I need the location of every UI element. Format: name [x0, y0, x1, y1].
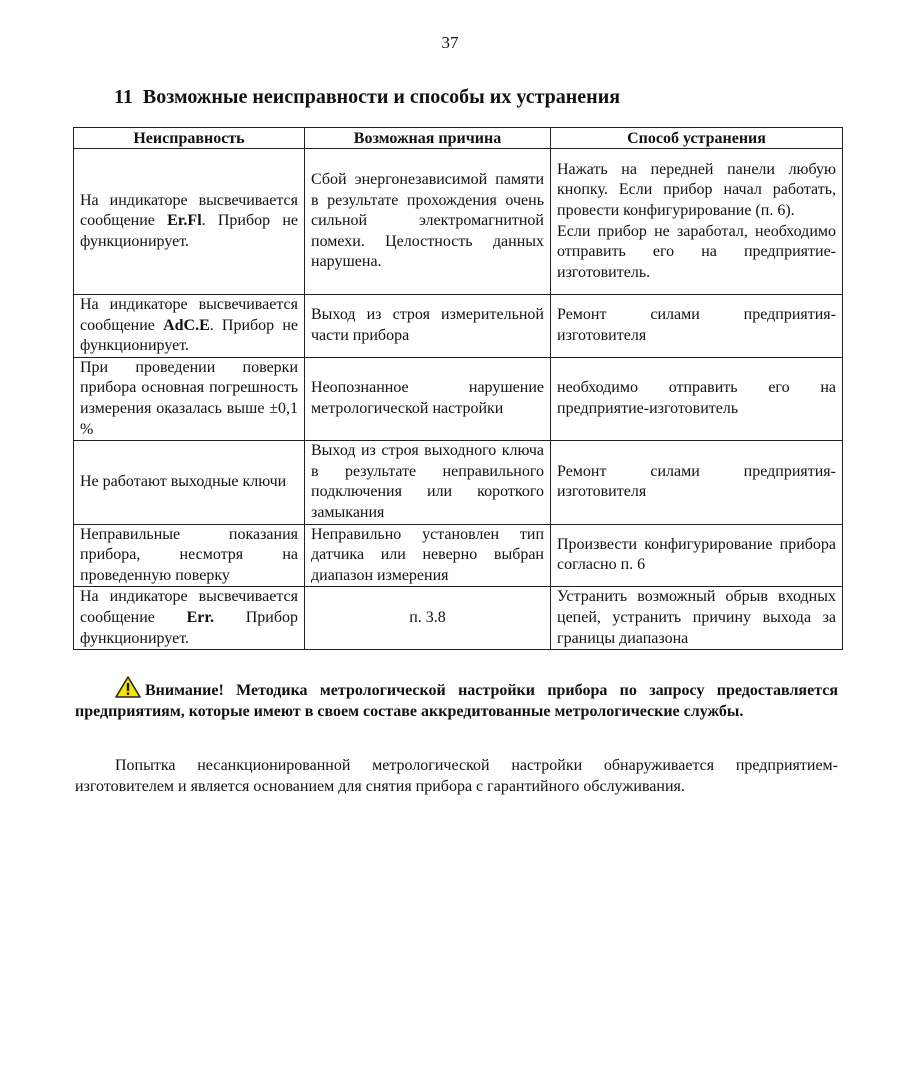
cause-cell: Выход из строя измерительной части прибора [305, 295, 551, 358]
fault-cell: На индикаторе высвечивается сообщение AdC.E. Прибор не функционирует. [74, 295, 305, 358]
cause-cell: Неопознанное нарушение метрологической настройки [305, 357, 551, 440]
table-row [74, 587, 843, 650]
table-row [74, 524, 843, 587]
error-code: Err. [186, 608, 215, 626]
remedy-cell: Устранить возможный обрыв входных цепей, устранить причину выхода за границы диапазона [551, 587, 843, 650]
warning-text: Методика метрологической настройки прибора по запросу предоставляется предприятиям, которые имеют в своем составе аккредитованные метрологические службы. [75, 682, 838, 720]
cause-cell: Неправильно установлен тип датчика или неверно выбран диапазон измерения [305, 524, 551, 587]
table-header-row [74, 128, 843, 149]
remedy-cell: Ремонт силами предприятия-изготовителя [551, 441, 843, 524]
fault-cell: На индикаторе высвечивается сообщение Err. Прибор функционирует. [74, 587, 305, 650]
warning-label: Внимание! [145, 682, 224, 699]
fault-cell: При проведении поверки прибора основная погрешность измерения оказалась выше ±0,1 % [74, 357, 305, 440]
cause-cell: Выход из строя выходного ключа в результате неправильного подключения или короткого замыкания [305, 441, 551, 524]
cause-cell: п. 3.8 [305, 587, 551, 650]
fault-cell: Не работают выходные ключи [74, 441, 305, 524]
remedy-cell: Нажать на передней панели любую кнопку. Если прибор начал работать, провести конфигурирование (п. 6). Если прибор не заработал, необходимо отправить его на предприятие-изготовитель. [551, 149, 843, 295]
error-code: AdC.E [163, 316, 210, 334]
remedy-cell: Произвести конфигурирование прибора согласно п. 6 [551, 524, 843, 587]
column-header-remedy: Способ устранения [551, 128, 843, 149]
page-number: 37 [441, 33, 459, 52]
remedy-cell: необходимо отправить его на предприятие-изготовитель [551, 357, 843, 440]
section-title [114, 86, 620, 109]
fault-cell: На индикаторе высвечивается сообщение Er.Fl. Прибор не функционирует. [74, 149, 305, 295]
troubleshooting-table [73, 127, 843, 650]
section-number: 11 [114, 86, 133, 108]
fault-cell: Неправильные показания прибора, несмотря на проведенную поверку [74, 524, 305, 587]
table-row [74, 295, 843, 358]
table-row [74, 441, 843, 524]
cause-cell: Сбой энергонезависимой памяти в результате прохождения очень сильной электромагнитной помехи. Целостность данных нарушена. [305, 149, 551, 295]
note-paragraph: Попытка несанкционированной метрологической настройки обнаруживается предприятием-изготовителем и является основанием для снятия прибора с гарантийного обслуживания. [75, 757, 838, 795]
table-row [74, 149, 843, 295]
warning-triangle-icon [115, 676, 141, 698]
table-row [74, 357, 843, 440]
error-code: Er.Fl [167, 212, 202, 230]
warning-paragraph [75, 676, 838, 722]
remedy-cell: Ремонт силами предприятия-изготовителя [551, 295, 843, 358]
column-header-fault: Неисправность [74, 128, 305, 149]
section-title-text: Возможные неисправности и способы их устранения [142, 86, 621, 108]
column-header-cause: Возможная причина [305, 128, 551, 149]
